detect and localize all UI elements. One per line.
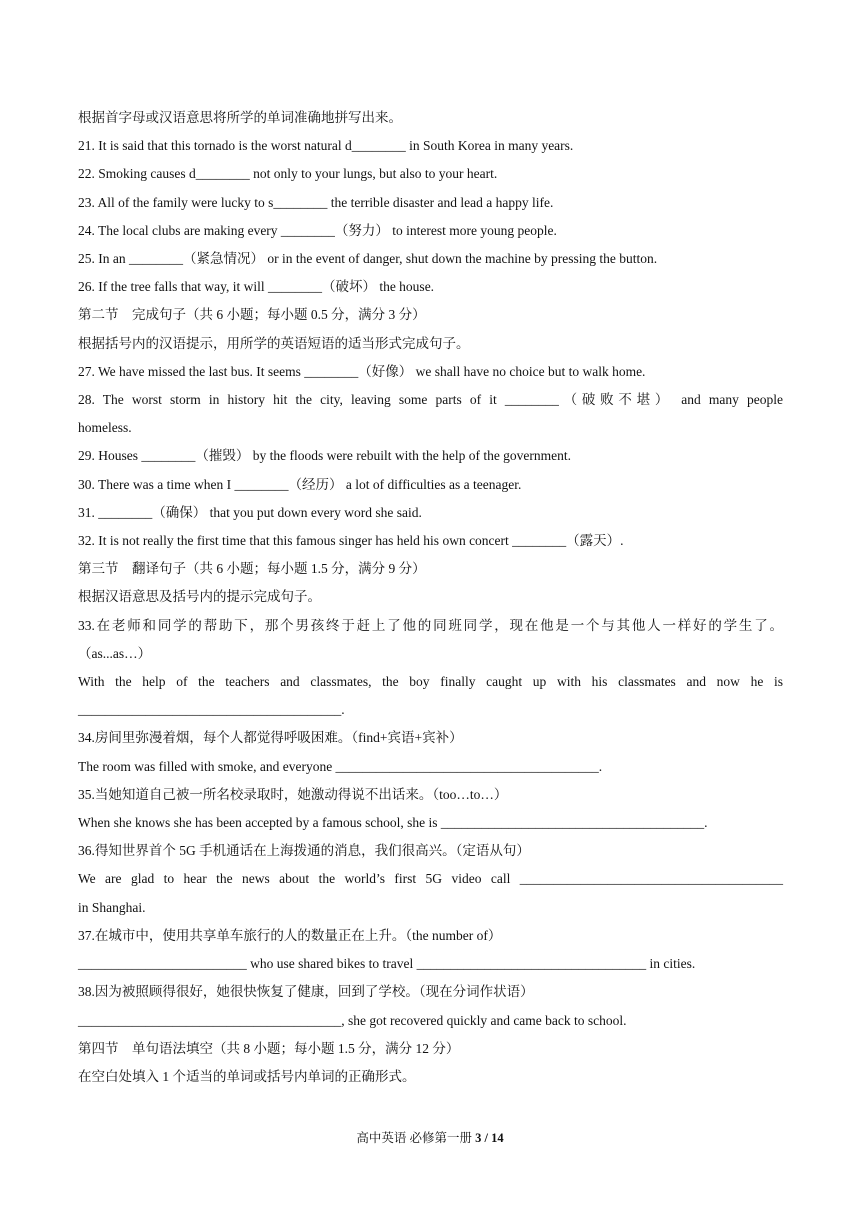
page-number: 3 / 14: [475, 1131, 504, 1145]
instruction-line: 根据括号内的汉语提示，用所学的英语短语的适当形式完成句子。: [78, 335, 470, 351]
question-23: 23. All of the family were lucky to s________ the terrible disaster and lead a happy life.: [78, 194, 554, 210]
question-31: 31. ________（确保） that you put down every word she said.: [78, 504, 422, 520]
question-28: 28. The worst storm in history hit the city, leaving some parts of it ________（破败不堪） and many people: [78, 392, 783, 408]
footer-label: 高中英语 必修第一册: [356, 1131, 476, 1145]
question-33-hint: （as...as…）: [78, 645, 152, 661]
question-38-sentence: _______________________________________, she got recovered quickly and came back to school.: [78, 1012, 627, 1028]
question-37-prompt: 37.在城市中，使用共享单车旅行的人的数量正在上升。（the number of）: [78, 927, 502, 943]
question-38-prompt: 38.因为被照顾得很好，她很快恢复了健康，回到了学校。（现在分词作状语）: [78, 984, 534, 1000]
question-34-prompt: 34.房间里弥漫着烟，每个人都觉得呼吸困难。（find+宾语+宾补）: [78, 730, 463, 746]
question-36-sentence: We are glad to hear the news about the world’s first 5G video call _______________________________________: [78, 871, 783, 887]
question-36-cont: in Shanghai.: [78, 899, 146, 915]
question-34-sentence: The room was filled with smoke, and everyone _______________________________________.: [78, 758, 603, 774]
question-21: 21. It is said that this tornado is the worst natural d________ in South Korea in many years.: [78, 138, 574, 154]
question-27: 27. We have missed the last bus. It seems ________（好像） we shall have no choice but to walk home.: [78, 363, 646, 379]
document-body: [78, 104, 783, 1091]
instruction-line: 在空白处填入 1 个适当的单词或括号内单词的正确形式。: [78, 1068, 416, 1084]
question-30: 30. There was a time when I ________（经历） a lot of difficulties as a teenager.: [78, 476, 522, 492]
section-heading-2: 第二节 完成句子（共 6 小题；每小题 0.5 分，满分 3 分）: [78, 307, 426, 323]
question-35-sentence: When she knows she has been accepted by a famous school, she is _______________________________________.: [78, 815, 708, 831]
question-25: 25. In an ________（紧急情况） or in the event of danger, shut down the machine by pressing the button.: [78, 251, 658, 267]
question-29: 29. Houses ________（摧毁） by the floods were rebuilt with the help of the government.: [78, 448, 572, 464]
question-33-sentence: With the help of the teachers and classmates, the boy finally caught up with his classmates and now he is: [78, 674, 783, 690]
question-22: 22. Smoking causes d________ not only to your lungs, but also to your heart.: [78, 166, 498, 182]
question-32: 32. It is not really the first time that this famous singer has held his own concert ________（露天）.: [78, 533, 624, 549]
section-heading-3: 第三节 翻译句子（共 6 小题；每小题 1.5 分，满分 9 分）: [78, 561, 426, 577]
question-26: 26. If the tree falls that way, it will ________（破坏） the house.: [78, 279, 435, 295]
question-28-cont: homeless.: [78, 420, 132, 436]
question-33-prompt: 33.在老师和同学的帮助下，那个男孩终于赶上了他的同班同学，现在他是一个与其他人一样好的学生了。: [78, 617, 783, 633]
section-heading-4: 第四节 单句语法填空（共 8 小题；每小题 1.5 分，满分 12 分）: [78, 1040, 460, 1056]
page-footer: [0, 1128, 860, 1146]
question-24: 24. The local clubs are making every ________（努力） to interest more young people.: [78, 222, 557, 238]
instruction-line: 根据汉语意思及括号内的提示完成句子。: [78, 589, 321, 605]
question-35-prompt: 35.当她知道自己被一所名校录取时，她激动得说不出话来。（too…to…）: [78, 786, 508, 802]
question-33-blank: _______________________________________.: [78, 702, 345, 718]
question-36-prompt: 36.得知世界首个 5G 手机通话在上海拨通的消息，我们很高兴。（定语从句）: [78, 843, 530, 859]
instruction-line: 根据首字母或汉语意思将所学的单词准确地拼写出来。: [78, 110, 402, 125]
question-37-sentence: _________________________ who use shared bikes to travel __________________________________ in cities.: [78, 956, 696, 972]
